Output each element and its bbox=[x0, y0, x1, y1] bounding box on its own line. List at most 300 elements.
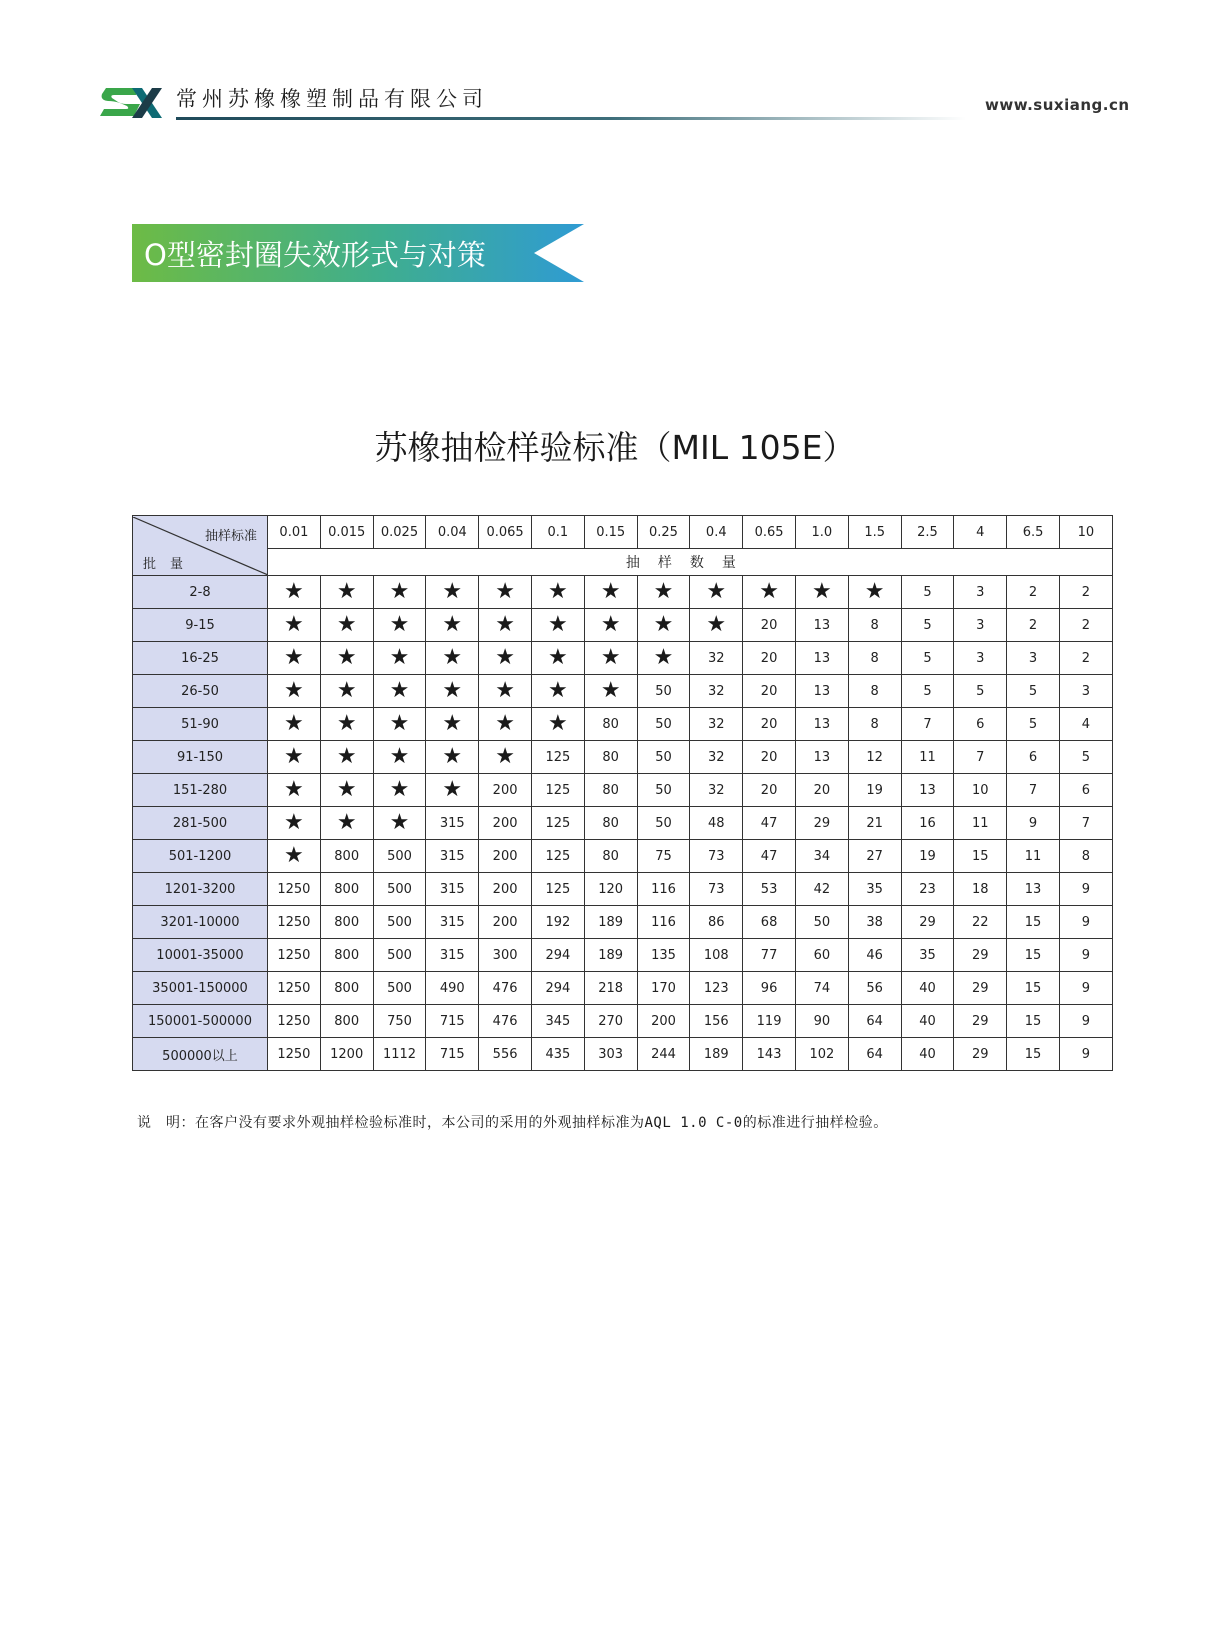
star-icon: ★ bbox=[426, 675, 479, 708]
aql-header: 0.25 bbox=[637, 516, 690, 549]
star-icon: ★ bbox=[479, 708, 532, 741]
sample-size-cell: 2 bbox=[1059, 576, 1112, 609]
sample-size-cell: 200 bbox=[479, 873, 532, 906]
table-body bbox=[133, 576, 1113, 1071]
lot-size-cell: 91-150 bbox=[133, 741, 268, 774]
sample-size-cell: 3 bbox=[954, 609, 1007, 642]
sample-size-cell: 34 bbox=[795, 840, 848, 873]
star-icon: ★ bbox=[268, 840, 321, 873]
aql-header: 2.5 bbox=[901, 516, 954, 549]
sample-size-cell: 5 bbox=[954, 675, 1007, 708]
star-icon: ★ bbox=[584, 642, 637, 675]
sample-size-cell: 143 bbox=[743, 1038, 796, 1071]
sample-size-cell: 8 bbox=[848, 609, 901, 642]
sample-size-cell: 29 bbox=[954, 939, 1007, 972]
sample-size-cell: 13 bbox=[795, 642, 848, 675]
star-icon: ★ bbox=[584, 609, 637, 642]
sample-size-cell: 74 bbox=[795, 972, 848, 1005]
lot-size-cell: 150001-500000 bbox=[133, 1005, 268, 1038]
sample-size-cell: 7 bbox=[954, 741, 1007, 774]
sample-size-cell: 16 bbox=[901, 807, 954, 840]
sample-size-cell: 35 bbox=[901, 939, 954, 972]
star-icon: ★ bbox=[268, 642, 321, 675]
sample-size-cell: 19 bbox=[848, 774, 901, 807]
star-icon: ★ bbox=[795, 576, 848, 609]
sample-size-cell: 4 bbox=[1059, 708, 1112, 741]
sample-size-cell: 7 bbox=[901, 708, 954, 741]
sample-size-cell: 32 bbox=[690, 675, 743, 708]
sample-size-cell: 218 bbox=[584, 972, 637, 1005]
sample-size-cell: 135 bbox=[637, 939, 690, 972]
sample-size-cell: 96 bbox=[743, 972, 796, 1005]
star-icon: ★ bbox=[848, 576, 901, 609]
sample-size-cell: 800 bbox=[320, 972, 373, 1005]
sample-size-cell: 13 bbox=[795, 675, 848, 708]
table-row bbox=[133, 741, 1113, 774]
sample-size-cell: 19 bbox=[901, 840, 954, 873]
sample-size-cell: 10 bbox=[954, 774, 1007, 807]
sample-size-cell: 9 bbox=[1059, 972, 1112, 1005]
sample-size-cell: 116 bbox=[637, 906, 690, 939]
sample-size-cell: 800 bbox=[320, 840, 373, 873]
sample-size-cell: 29 bbox=[901, 906, 954, 939]
sample-size-cell: 15 bbox=[1007, 906, 1060, 939]
aql-header-row bbox=[133, 516, 1113, 549]
star-icon: ★ bbox=[320, 708, 373, 741]
sample-size-cell: 500 bbox=[373, 972, 426, 1005]
sample-size-cell: 119 bbox=[743, 1005, 796, 1038]
lot-size-cell: 16-25 bbox=[133, 642, 268, 675]
sample-size-cell: 40 bbox=[901, 1038, 954, 1071]
table-row bbox=[133, 609, 1113, 642]
star-icon: ★ bbox=[584, 576, 637, 609]
aql-header: 1.5 bbox=[848, 516, 901, 549]
sample-size-cell: 490 bbox=[426, 972, 479, 1005]
sample-size-cell: 32 bbox=[690, 774, 743, 807]
table-row bbox=[133, 708, 1113, 741]
sample-size-cell: 800 bbox=[320, 939, 373, 972]
sample-size-cell: 13 bbox=[795, 708, 848, 741]
sample-size-cell: 244 bbox=[637, 1038, 690, 1071]
star-icon: ★ bbox=[373, 741, 426, 774]
aql-header: 10 bbox=[1059, 516, 1112, 549]
sampling-standard-table bbox=[132, 515, 1113, 1071]
star-icon: ★ bbox=[426, 708, 479, 741]
sample-size-cell: 476 bbox=[479, 1005, 532, 1038]
sample-size-cell: 8 bbox=[848, 675, 901, 708]
sample-size-cell: 5 bbox=[901, 642, 954, 675]
star-icon: ★ bbox=[531, 675, 584, 708]
sample-size-cell: 29 bbox=[954, 1038, 1007, 1071]
sample-size-cell: 20 bbox=[743, 708, 796, 741]
sample-size-cell: 120 bbox=[584, 873, 637, 906]
sample-size-cell: 47 bbox=[743, 840, 796, 873]
table-row bbox=[133, 675, 1113, 708]
lot-size-cell: 500000以上 bbox=[133, 1038, 268, 1071]
star-icon: ★ bbox=[690, 609, 743, 642]
sample-size-cell: 35 bbox=[848, 873, 901, 906]
sample-size-cell: 435 bbox=[531, 1038, 584, 1071]
sample-size-cell: 7 bbox=[1059, 807, 1112, 840]
table-row bbox=[133, 873, 1113, 906]
sample-size-cell: 8 bbox=[1059, 840, 1112, 873]
table-row bbox=[133, 906, 1113, 939]
sample-size-cell: 9 bbox=[1059, 906, 1112, 939]
star-icon: ★ bbox=[373, 609, 426, 642]
table-row bbox=[133, 840, 1113, 873]
sample-size-cell: 2 bbox=[1007, 609, 1060, 642]
sample-size-cell: 15 bbox=[1007, 939, 1060, 972]
star-icon: ★ bbox=[743, 576, 796, 609]
sample-size-cell: 315 bbox=[426, 873, 479, 906]
sample-size-cell: 125 bbox=[531, 774, 584, 807]
lot-size-cell: 9-15 bbox=[133, 609, 268, 642]
table-row bbox=[133, 1038, 1113, 1071]
sample-size-cell: 73 bbox=[690, 873, 743, 906]
lot-size-cell: 501-1200 bbox=[133, 840, 268, 873]
header-divider bbox=[176, 117, 966, 120]
star-icon: ★ bbox=[426, 774, 479, 807]
table-row bbox=[133, 642, 1113, 675]
sample-size-cell: 1250 bbox=[268, 939, 321, 972]
table-row bbox=[133, 1005, 1113, 1038]
aql-header: 0.4 bbox=[690, 516, 743, 549]
sample-size-cell: 68 bbox=[743, 906, 796, 939]
lot-size-cell: 281-500 bbox=[133, 807, 268, 840]
sample-size-cell: 116 bbox=[637, 873, 690, 906]
sample-size-cell: 27 bbox=[848, 840, 901, 873]
sample-size-cell: 125 bbox=[531, 840, 584, 873]
lot-size-cell: 26-50 bbox=[133, 675, 268, 708]
sample-size-cell: 300 bbox=[479, 939, 532, 972]
sample-size-cell: 80 bbox=[584, 774, 637, 807]
sample-size-cell: 200 bbox=[479, 840, 532, 873]
star-icon: ★ bbox=[373, 807, 426, 840]
company-logo bbox=[96, 82, 166, 124]
sample-size-cell: 200 bbox=[479, 906, 532, 939]
sample-size-cell: 50 bbox=[637, 774, 690, 807]
sample-size-cell: 20 bbox=[743, 642, 796, 675]
sampling-table-wrapper bbox=[132, 515, 1113, 1071]
sample-quantity-label: 抽样数量 bbox=[268, 549, 1113, 576]
star-icon: ★ bbox=[268, 807, 321, 840]
lot-size-cell: 10001-35000 bbox=[133, 939, 268, 972]
sample-size-cell: 50 bbox=[637, 675, 690, 708]
sample-size-cell: 156 bbox=[690, 1005, 743, 1038]
sample-size-cell: 20 bbox=[743, 609, 796, 642]
sample-size-cell: 23 bbox=[901, 873, 954, 906]
sample-quantity-header-row bbox=[133, 549, 1113, 576]
sample-size-cell: 8 bbox=[848, 642, 901, 675]
star-icon: ★ bbox=[584, 675, 637, 708]
sample-size-cell: 11 bbox=[954, 807, 1007, 840]
sample-size-cell: 5 bbox=[1007, 708, 1060, 741]
sample-size-cell: 5 bbox=[1007, 675, 1060, 708]
sample-size-cell: 5 bbox=[1059, 741, 1112, 774]
star-icon: ★ bbox=[479, 642, 532, 675]
sample-size-cell: 200 bbox=[637, 1005, 690, 1038]
sample-size-cell: 20 bbox=[743, 774, 796, 807]
sample-size-cell: 800 bbox=[320, 873, 373, 906]
star-icon: ★ bbox=[531, 642, 584, 675]
sample-size-cell: 15 bbox=[1007, 1038, 1060, 1071]
star-icon: ★ bbox=[320, 576, 373, 609]
sample-size-cell: 200 bbox=[479, 774, 532, 807]
star-icon: ★ bbox=[320, 774, 373, 807]
sample-size-cell: 29 bbox=[954, 1005, 1007, 1038]
star-icon: ★ bbox=[479, 576, 532, 609]
sample-size-cell: 750 bbox=[373, 1005, 426, 1038]
lot-size-cell: 51-90 bbox=[133, 708, 268, 741]
star-icon: ★ bbox=[268, 741, 321, 774]
sample-size-cell: 38 bbox=[848, 906, 901, 939]
corner-lot-label: 批量 bbox=[143, 556, 198, 572]
lot-size-cell: 2-8 bbox=[133, 576, 268, 609]
sample-size-cell: 2 bbox=[1059, 609, 1112, 642]
sample-size-cell: 47 bbox=[743, 807, 796, 840]
sample-size-cell: 500 bbox=[373, 939, 426, 972]
sample-size-cell: 315 bbox=[426, 939, 479, 972]
sample-size-cell: 1200 bbox=[320, 1038, 373, 1071]
sample-size-cell: 46 bbox=[848, 939, 901, 972]
star-icon: ★ bbox=[373, 675, 426, 708]
table-row bbox=[133, 972, 1113, 1005]
sample-size-cell: 294 bbox=[531, 939, 584, 972]
sample-size-cell: 53 bbox=[743, 873, 796, 906]
aql-header: 1.0 bbox=[795, 516, 848, 549]
sample-size-cell: 125 bbox=[531, 873, 584, 906]
sample-size-cell: 125 bbox=[531, 741, 584, 774]
star-icon: ★ bbox=[479, 675, 532, 708]
section-banner-title: O型密封圈失效形式与对策 bbox=[144, 238, 486, 272]
sample-size-cell: 11 bbox=[1007, 840, 1060, 873]
sample-size-cell: 1250 bbox=[268, 906, 321, 939]
sample-size-cell: 189 bbox=[584, 939, 637, 972]
sample-size-cell: 125 bbox=[531, 807, 584, 840]
sample-size-cell: 5 bbox=[901, 576, 954, 609]
star-icon: ★ bbox=[637, 642, 690, 675]
sample-size-cell: 1250 bbox=[268, 873, 321, 906]
company-name: 常州苏橡橡塑制品有限公司 bbox=[176, 87, 488, 111]
sample-size-cell: 56 bbox=[848, 972, 901, 1005]
star-icon: ★ bbox=[373, 576, 426, 609]
sample-size-cell: 3 bbox=[1007, 642, 1060, 675]
star-icon: ★ bbox=[426, 741, 479, 774]
star-icon: ★ bbox=[479, 609, 532, 642]
sample-size-cell: 6 bbox=[1007, 741, 1060, 774]
logo-s-shape bbox=[100, 88, 140, 116]
sample-size-cell: 189 bbox=[584, 906, 637, 939]
sample-size-cell: 500 bbox=[373, 873, 426, 906]
star-icon: ★ bbox=[320, 642, 373, 675]
sample-size-cell: 15 bbox=[1007, 972, 1060, 1005]
sample-size-cell: 556 bbox=[479, 1038, 532, 1071]
sample-size-cell: 715 bbox=[426, 1005, 479, 1038]
star-icon: ★ bbox=[373, 642, 426, 675]
sample-size-cell: 294 bbox=[531, 972, 584, 1005]
sample-size-cell: 6 bbox=[954, 708, 1007, 741]
sample-size-cell: 11 bbox=[901, 741, 954, 774]
sample-size-cell: 800 bbox=[320, 906, 373, 939]
table-row bbox=[133, 576, 1113, 609]
star-icon: ★ bbox=[426, 642, 479, 675]
sample-size-cell: 9 bbox=[1007, 807, 1060, 840]
sample-size-cell: 189 bbox=[690, 1038, 743, 1071]
star-icon: ★ bbox=[531, 708, 584, 741]
sample-size-cell: 32 bbox=[690, 708, 743, 741]
star-icon: ★ bbox=[637, 576, 690, 609]
sample-size-cell: 73 bbox=[690, 840, 743, 873]
star-icon: ★ bbox=[268, 675, 321, 708]
sample-size-cell: 9 bbox=[1059, 1005, 1112, 1038]
sample-size-cell: 90 bbox=[795, 1005, 848, 1038]
sample-size-cell: 123 bbox=[690, 972, 743, 1005]
sample-size-cell: 86 bbox=[690, 906, 743, 939]
star-icon: ★ bbox=[373, 708, 426, 741]
sample-size-cell: 2 bbox=[1059, 642, 1112, 675]
sample-size-cell: 6 bbox=[1059, 774, 1112, 807]
table-row bbox=[133, 939, 1113, 972]
sample-size-cell: 170 bbox=[637, 972, 690, 1005]
sample-size-cell: 9 bbox=[1059, 873, 1112, 906]
aql-header: 6.5 bbox=[1007, 516, 1060, 549]
star-icon: ★ bbox=[426, 576, 479, 609]
sample-size-cell: 42 bbox=[795, 873, 848, 906]
aql-header: 0.065 bbox=[479, 516, 532, 549]
star-icon: ★ bbox=[268, 609, 321, 642]
aql-header: 0.04 bbox=[426, 516, 479, 549]
sample-size-cell: 13 bbox=[795, 609, 848, 642]
sample-size-cell: 80 bbox=[584, 708, 637, 741]
sample-size-cell: 15 bbox=[954, 840, 1007, 873]
sample-size-cell: 315 bbox=[426, 807, 479, 840]
star-icon: ★ bbox=[268, 774, 321, 807]
sample-size-cell: 1112 bbox=[373, 1038, 426, 1071]
sample-size-cell: 40 bbox=[901, 1005, 954, 1038]
sample-size-cell: 20 bbox=[743, 675, 796, 708]
table-row bbox=[133, 807, 1113, 840]
sample-size-cell: 500 bbox=[373, 840, 426, 873]
lot-size-cell: 35001-150000 bbox=[133, 972, 268, 1005]
sample-size-cell: 8 bbox=[848, 708, 901, 741]
sample-size-cell: 40 bbox=[901, 972, 954, 1005]
sample-size-cell: 48 bbox=[690, 807, 743, 840]
sample-size-cell: 21 bbox=[848, 807, 901, 840]
aql-header: 4 bbox=[954, 516, 1007, 549]
sample-size-cell: 20 bbox=[795, 774, 848, 807]
star-icon: ★ bbox=[320, 807, 373, 840]
sample-size-cell: 500 bbox=[373, 906, 426, 939]
lot-size-cell: 1201-3200 bbox=[133, 873, 268, 906]
footnote: 说 明：在客户没有要求外观抽样检验标准时，本公司的采用的外观抽样标准为AQL 1.0 C-0的标准进行抽样检验。 bbox=[137, 1115, 888, 1131]
sample-size-cell: 64 bbox=[848, 1038, 901, 1071]
sample-size-cell: 3 bbox=[954, 576, 1007, 609]
website-url[interactable]: www.suxiang.cn bbox=[985, 96, 1130, 114]
sample-size-cell: 102 bbox=[795, 1038, 848, 1071]
aql-header: 0.1 bbox=[531, 516, 584, 549]
sample-size-cell: 50 bbox=[795, 906, 848, 939]
table-row bbox=[133, 774, 1113, 807]
star-icon: ★ bbox=[531, 609, 584, 642]
sample-size-cell: 32 bbox=[690, 642, 743, 675]
sample-size-cell: 50 bbox=[637, 708, 690, 741]
sample-size-cell: 80 bbox=[584, 741, 637, 774]
star-icon: ★ bbox=[690, 576, 743, 609]
sample-size-cell: 29 bbox=[954, 972, 1007, 1005]
sample-size-cell: 75 bbox=[637, 840, 690, 873]
star-icon: ★ bbox=[268, 576, 321, 609]
sample-size-cell: 715 bbox=[426, 1038, 479, 1071]
lot-size-cell: 151-280 bbox=[133, 774, 268, 807]
sample-size-cell: 13 bbox=[1007, 873, 1060, 906]
sample-size-cell: 60 bbox=[795, 939, 848, 972]
sample-size-cell: 13 bbox=[795, 741, 848, 774]
sample-size-cell: 315 bbox=[426, 840, 479, 873]
table-corner-cell bbox=[133, 516, 268, 576]
sample-size-cell: 9 bbox=[1059, 1038, 1112, 1071]
sample-size-cell: 3 bbox=[954, 642, 1007, 675]
sample-size-cell: 476 bbox=[479, 972, 532, 1005]
sample-size-cell: 22 bbox=[954, 906, 1007, 939]
star-icon: ★ bbox=[320, 741, 373, 774]
aql-header: 0.01 bbox=[268, 516, 321, 549]
sample-size-cell: 12 bbox=[848, 741, 901, 774]
sample-size-cell: 315 bbox=[426, 906, 479, 939]
sample-size-cell: 32 bbox=[690, 741, 743, 774]
sample-size-cell: 108 bbox=[690, 939, 743, 972]
star-icon: ★ bbox=[479, 741, 532, 774]
star-icon: ★ bbox=[426, 609, 479, 642]
sample-size-cell: 50 bbox=[637, 807, 690, 840]
sample-size-cell: 20 bbox=[743, 741, 796, 774]
corner-standard-label: 抽样标准 bbox=[204, 528, 257, 544]
star-icon: ★ bbox=[320, 609, 373, 642]
star-icon: ★ bbox=[373, 774, 426, 807]
star-icon: ★ bbox=[637, 609, 690, 642]
sample-size-cell: 5 bbox=[901, 609, 954, 642]
sample-size-cell: 800 bbox=[320, 1005, 373, 1038]
sample-size-cell: 192 bbox=[531, 906, 584, 939]
aql-header: 0.15 bbox=[584, 516, 637, 549]
sample-size-cell: 303 bbox=[584, 1038, 637, 1071]
sample-size-cell: 15 bbox=[1007, 1005, 1060, 1038]
sample-size-cell: 80 bbox=[584, 840, 637, 873]
sample-size-cell: 270 bbox=[584, 1005, 637, 1038]
sample-size-cell: 64 bbox=[848, 1005, 901, 1038]
sample-size-cell: 80 bbox=[584, 807, 637, 840]
star-icon: ★ bbox=[268, 708, 321, 741]
sample-size-cell: 13 bbox=[901, 774, 954, 807]
sample-size-cell: 77 bbox=[743, 939, 796, 972]
sample-size-cell: 50 bbox=[637, 741, 690, 774]
sample-size-cell: 1250 bbox=[268, 1005, 321, 1038]
sample-size-cell: 200 bbox=[479, 807, 532, 840]
sample-size-cell: 345 bbox=[531, 1005, 584, 1038]
star-icon: ★ bbox=[320, 675, 373, 708]
sample-size-cell: 2 bbox=[1007, 576, 1060, 609]
document-title: 苏橡抽检样验标准（MIL 105E） bbox=[374, 428, 856, 467]
aql-header: 0.65 bbox=[743, 516, 796, 549]
sample-size-cell: 29 bbox=[795, 807, 848, 840]
aql-header: 0.025 bbox=[373, 516, 426, 549]
aql-header: 0.015 bbox=[320, 516, 373, 549]
sample-size-cell: 1250 bbox=[268, 1038, 321, 1071]
sample-size-cell: 1250 bbox=[268, 972, 321, 1005]
sample-size-cell: 7 bbox=[1007, 774, 1060, 807]
star-icon: ★ bbox=[531, 576, 584, 609]
sample-size-cell: 3 bbox=[1059, 675, 1112, 708]
sample-size-cell: 18 bbox=[954, 873, 1007, 906]
